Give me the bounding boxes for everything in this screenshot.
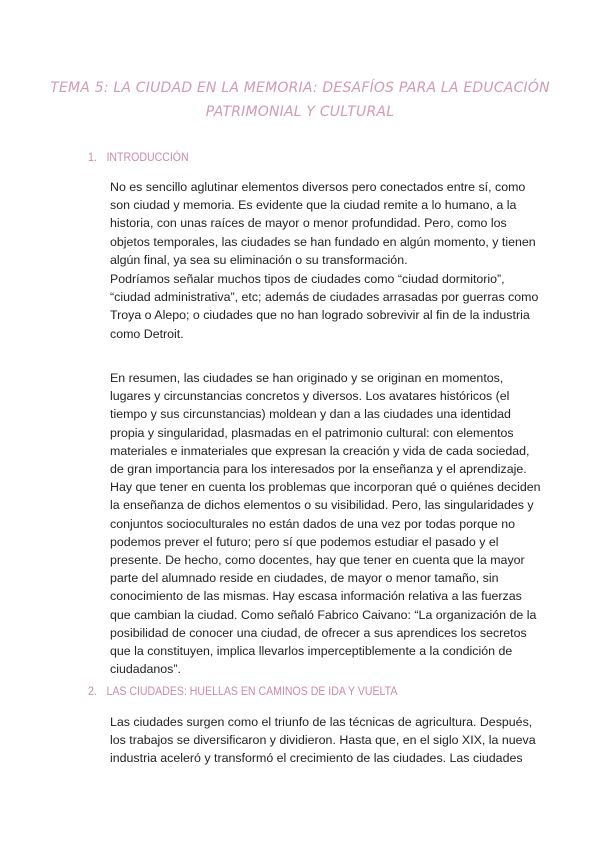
text-line: conjuntos socioculturales no están dados de una vez por todas porque no <box>110 516 516 531</box>
text-line: propia y singularidad, plasmadas en el patrimonio cultural: con elementos <box>110 425 514 440</box>
section-title: INTRODUCCIÓN <box>106 150 189 164</box>
text-line: parte del alumnado reside en ciudades, de mayor o menor tamaño, sin <box>110 571 499 586</box>
title-line-1: TEMA 5: LA CIUDAD EN LA MEMORIA: DESAFÍOS PARA LA EDUCACIÓN <box>50 80 550 96</box>
section-number: 2. <box>88 684 97 698</box>
text-line: industria aceleró y transformó el crecimiento de las ciudades. Las ciudades <box>110 751 523 766</box>
text-line: podemos prever el futuro; pero sí que podemos estudiar el pasado y el <box>110 534 499 549</box>
text-line: En resumen, las ciudades se han originado y se originan en momentos, <box>110 371 504 385</box>
text-line: “ciudad administrativa”, etc; además de ciudades arrasadas por guerras como <box>110 290 539 305</box>
text-line: algún final, ya sea su eliminación o su transformación. <box>110 252 408 267</box>
text-line: Hay que tener en cuenta los problemas que incorporan qué o quiénes deciden <box>110 480 541 495</box>
text-line: como Detroit. <box>110 326 184 341</box>
section-heading-2 <box>88 684 397 698</box>
text-line: objetos temporales, las ciudades se han fundado en algún momento, y tienen <box>110 234 536 249</box>
text-line: de gran importancia para los interesados por la enseñanza y el aprendizaje. <box>110 462 527 477</box>
text-line: Podríamos señalar muchos tipos de ciudades como “ciudad dormitorio”, <box>110 272 505 286</box>
section-number: 1. <box>88 150 97 164</box>
text-line: lugares y circunstancias concretos y diversos. Los avatares históricos (el <box>110 389 510 404</box>
text-line: que la constituyen, implica llevarlos imperceptiblemente a la condición de <box>110 644 513 659</box>
paragraph-intro-1 <box>110 178 536 269</box>
text-line: Las ciudades surgen como el triunfo de las técnicas de agricultura. Después, <box>110 715 533 729</box>
text-line: posibilidad de conocer una ciudad, de ofrecer a sus aprendices los secretos <box>110 625 527 640</box>
text-line: que cambian la ciudad. Como señaló Fabrico Caivano: “La organización de la <box>110 607 537 622</box>
title-line-2: PATRIMONIAL Y CULTURAL <box>205 104 395 120</box>
paragraph-intro-3 <box>110 369 541 678</box>
text-line: conocimiento de las mismas. Hay escasa información relativa a las fuerzas <box>110 589 522 604</box>
text-line: materiales e inmateriales que expresan la creación y vida de cada sociedad, <box>110 443 530 458</box>
text-line: ciudadanos”. <box>110 662 181 677</box>
text-line: tiempo y sus circunstancias) moldean y dan a las ciudades una identidad <box>110 407 511 422</box>
text-line: presente. De hecho, como docentes, hay que tener en cuenta que la mayor <box>110 553 525 568</box>
text-line: la enseñanza de dichos elementos o su visibilidad. Pero, las singularidades y <box>110 498 534 513</box>
text-line: historia, con unas raíces de mayor o menor profundidad. Pero, como los <box>110 216 507 231</box>
document-title <box>40 76 560 124</box>
text-line: No es sencillo aglutinar elementos diversos pero conectados entre sí, como <box>110 180 526 194</box>
paragraph-section-2-1 <box>110 713 536 768</box>
section-title: LAS CIUDADES: HUELLAS EN CAMINOS DE IDA Y VUELTA <box>106 684 398 698</box>
text-line: Troya o Alepo; o ciudades que no han logrado sobrevivir al fin de la industria <box>110 308 530 323</box>
text-line: son ciudad y memoria. Es evidente que la ciudad remite a lo humano, a la <box>110 198 517 213</box>
paragraph-intro-2 <box>110 270 539 343</box>
section-heading-1 <box>88 150 189 164</box>
text-line: los trabajos se diversificaron y dividieron. Hasta que, en el siglo XIX, la nueva <box>110 733 536 748</box>
